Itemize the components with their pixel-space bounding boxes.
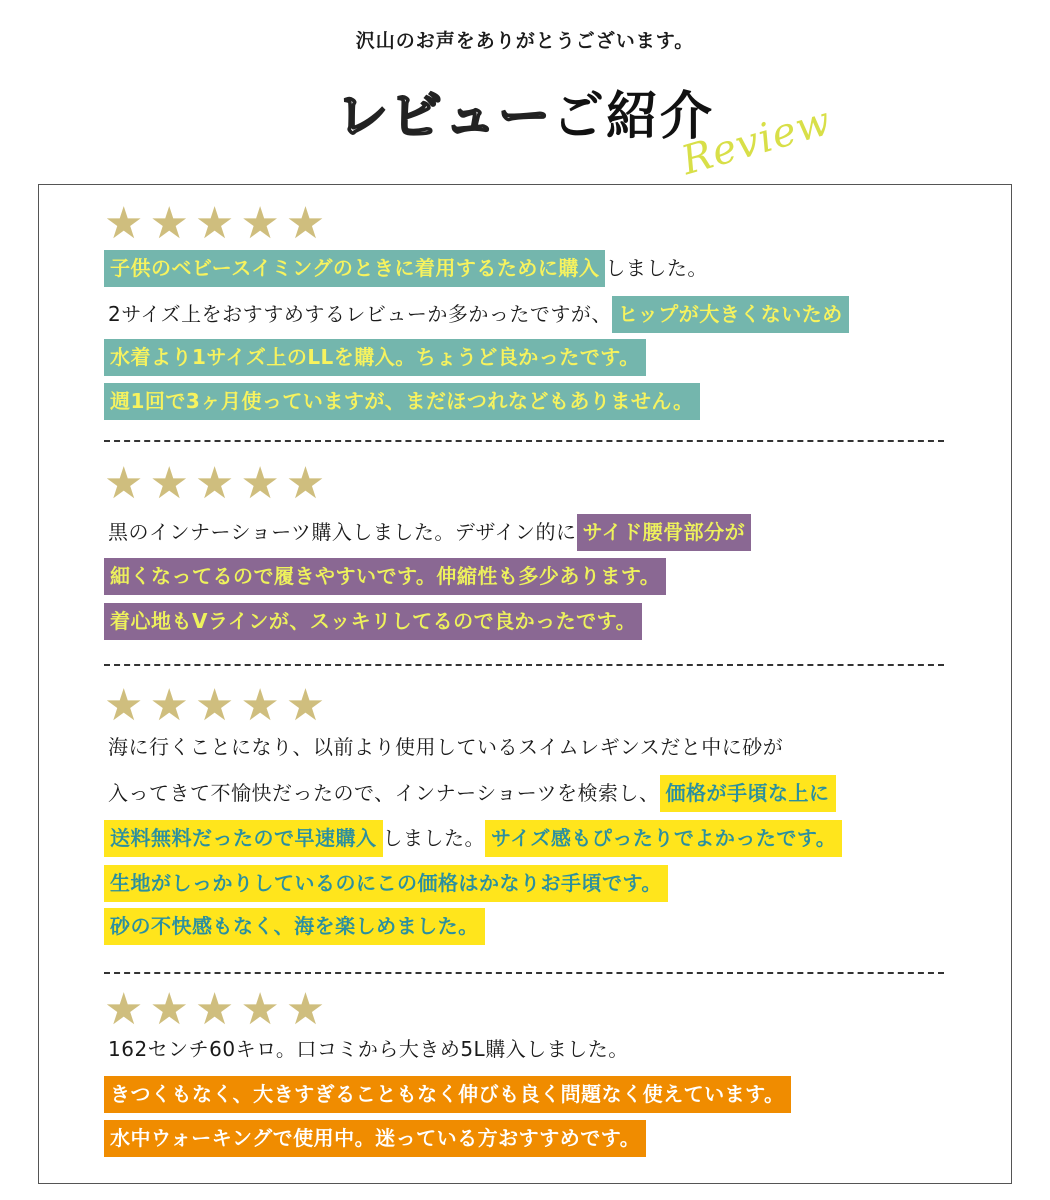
review-2-line-1 [104,514,751,551]
review-text-highlight: 水着より1サイズ上のLLを購入。ちょうど良かったです。 [104,339,646,376]
review-text-highlight: サイド腰骨部分が [577,514,752,551]
review-3-line-3 [104,820,842,857]
page-subtitle: 沢山のお声をありがとうございます。 [355,30,695,52]
review-2-line-3 [104,603,642,640]
review-text-highlight: 水中ウォーキングで使用中。迷っている方おすすめです。 [104,1120,646,1157]
title-solid-text: ご紹介 [552,87,715,147]
review-text-highlight: ヒップが大きくないため [612,296,849,333]
review-text-highlight: 着心地もVラインが、スッキリしてるので良かったです。 [104,603,642,640]
review-text-highlight: 細くなってるので履きやすいです。伸縮性も多少あります。 [104,558,666,595]
review-text: しました。 [382,826,485,850]
review-text: しました。 [605,256,708,280]
review-4-stars: ★★★★★ [104,984,332,1035]
review-1-line-4 [104,383,700,420]
review-text-highlight: 週1回で3ヶ月使っていますが、まだほつれなどもありません。 [104,383,700,420]
review-text-highlight: 生地がしっかりしているのにこの価格はかなりお手頃です。 [104,865,668,902]
review-3-line-5 [104,908,485,945]
review-2-line-2 [104,558,666,595]
review-text-highlight: 送料無料だったので早速購入 [104,820,383,857]
review-4-line-2 [104,1076,791,1113]
review-text: 黒のインナーショーツ購入しました。デザイン的に [108,520,577,544]
review-separator [104,440,944,442]
review-1-stars: ★★★★★ [104,198,332,249]
review-separator [104,664,944,666]
page-title [0,74,1050,149]
review-script-logo: Review [676,97,837,185]
review-4-line-1 [104,1031,629,1068]
review-text: 162センチ60キロ。口コミから大きめ5L購入しました。 [108,1037,629,1061]
review-1-line-2 [104,296,849,333]
review-text-highlight: 価格が手頃な上に [660,775,836,812]
review-separator [104,972,944,974]
review-1-line-1 [104,250,708,287]
title-outline-text: レビュー [335,87,552,147]
review-text-highlight: 砂の不快感もなく、海を楽しめました。 [104,908,485,945]
review-text-highlight: 子供のベビースイミングのときに着用するために購入 [104,250,605,287]
review-3-line-2 [104,775,836,812]
review-4-line-3 [104,1120,646,1157]
review-3-line-4 [104,865,668,902]
review-text: 2サイズ上をおすすめするレビューか多かったですが、 [108,302,612,326]
review-1-line-3 [104,339,646,376]
review-3-line-1 [104,729,783,766]
review-3-stars: ★★★★★ [104,680,332,731]
review-2-stars: ★★★★★ [104,458,332,509]
review-text: 海に行くことになり、以前より使用しているスイムレギンスだと中に砂が [108,735,784,759]
review-text-highlight: きつくもなく、大きすぎることもなく伸びも良く問題なく使えています。 [104,1076,791,1113]
review-text: 入ってきて不愉快だったので、インナーショーツを検索し、 [108,781,660,805]
review-text-highlight: サイズ感もぴったりでよかったです。 [485,820,842,857]
